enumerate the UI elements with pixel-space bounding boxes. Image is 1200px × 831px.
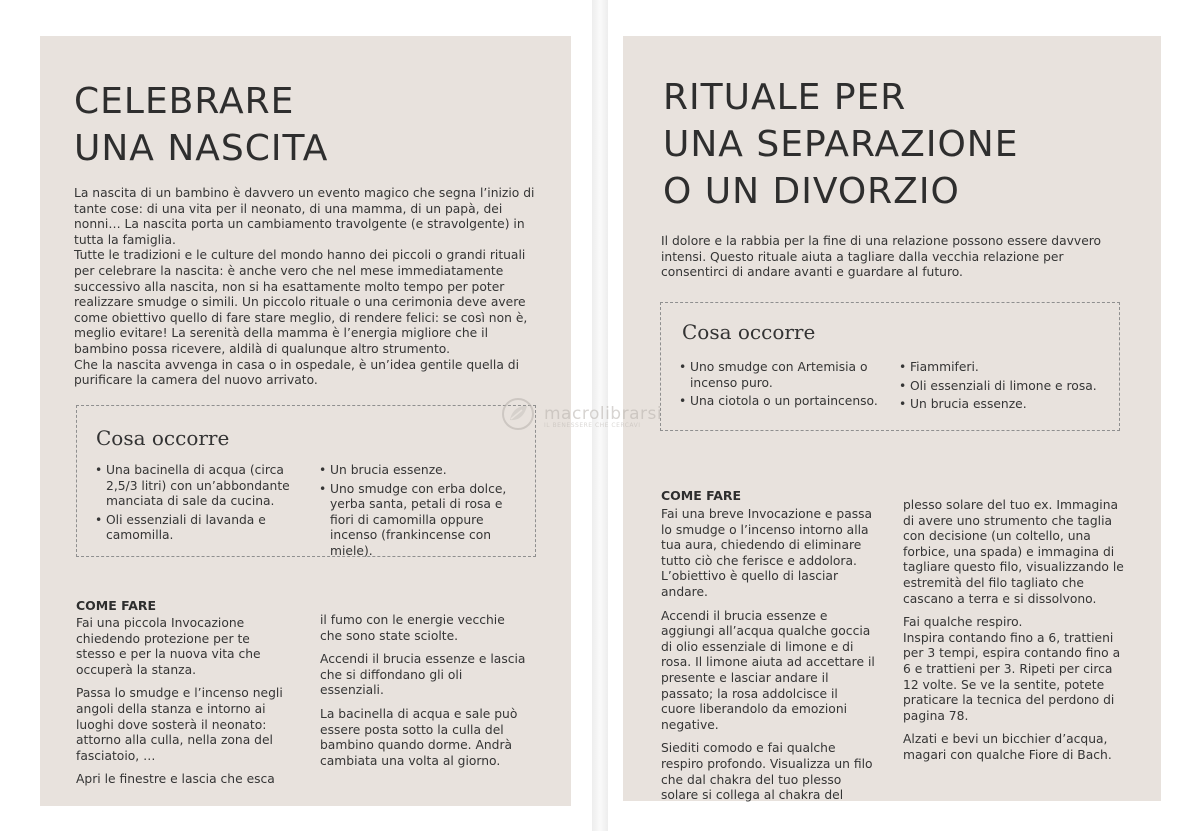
left-how-paragraph: La bacinella di acqua e sale può essere posta sotto la culla del bambino quando dorme. Andrà cambiata una volta al giorno. [320, 706, 518, 768]
left-how-paragraph: Fai una piccola Invocazione chiedendo protezione per te stesso e per la nuova vita che occuperà la stanza. [76, 616, 261, 677]
left-page-title [74, 78, 328, 172]
left-how-heading: COME FARE [76, 598, 157, 613]
left-materials-list-2 [317, 463, 522, 563]
left-materials-box [76, 405, 536, 557]
right-how-paragraph: Accendi il brucia essenze e aggiungi all’acqua qualche goccia di olio essenziale di limone e di rosa. Il limone aiuta ad accettare il presente e lasciar andare il passato; la rosa addolcisce il cuore liberandolo da emozioni negative. [661, 608, 875, 732]
left-materials-heading: Cosa occorre [96, 426, 230, 450]
left-how-paragraph: Apri le finestre e lascia che esca [76, 772, 275, 787]
left-intro-paragraph: Tutte le tradizioni e le culture del mondo hanno dei piccoli o grandi rituali per celebrare la nascita: è anche vero che nel mese immediatamente successivo alla nascita, non si ha esattamente molto tempo per poter realizzare smudge o simili. Un piccolo rituale o una cerimonia deve avere come obiettivo quello di fare stare meglio, di rendere felici: se così non è, meglio evitare! La serenità della mamma è l’energia migliore che il bambino possa ricevere, aldilà di qualunque altro strumento. [74, 248, 528, 356]
watermark [500, 396, 662, 432]
right-how-paragraph: Alzati e bevi un bicchier d’acqua, magari con qualche Fiore di Bach. [903, 732, 1112, 762]
right-how-paragraph: plesso solare del tuo ex. Immagina di avere uno strumento che taglia con decisione (un coltello, una forbice, una spada) e immagina di tagliare questo filo, visualizzando le estremità del filo tagliato che cascano a terra e si dissolvono. [903, 498, 1124, 606]
left-title-line-2: UNA NASCITA [74, 128, 329, 169]
right-how-paragraph: Fai qualche respiro. Inspira contando fino a 6, trattieni per 3 tempi, espira contando fino a 6 e trattieni per 3. Ripeti per circa 12 volte. Se ve la sentite, potete praticare la tecnica del perdono di pagina 78. [903, 615, 1121, 723]
watermark-text: macrolibrarsi [544, 404, 663, 424]
list-item: • Un brucia essenze. [899, 397, 1027, 412]
right-how-column-1 [661, 507, 876, 812]
right-page-title [663, 74, 1018, 215]
left-intro [74, 186, 536, 389]
list-item: • Uno smudge con erba dolce, yerba santa, petali di rosa e fiori di camomilla oppure incenso (frankincense con miele). [319, 481, 507, 558]
right-page [623, 36, 1161, 801]
left-how-column-2 [320, 613, 530, 777]
list-item: • Un brucia essenze. [319, 463, 447, 477]
right-how-heading: COME FARE [661, 488, 742, 503]
right-title-line-1: RITUALE PER [663, 77, 907, 118]
right-materials-box [660, 302, 1120, 431]
left-how-paragraph: Accendi il brucia essenze e lascia che si diffondano gli oli essenziali. [320, 652, 526, 698]
list-item: • Oli essenziali di limone e rosa. [899, 378, 1097, 393]
right-how-column-2 [903, 498, 1128, 772]
right-intro [661, 234, 1106, 281]
left-intro-paragraph: La nascita di un bambino è davvero un evento magico che segna l’inizio di tante cose: di una vita per il neonato, di una mamma, di un papà, dei nonni… La nascita porta un cambiamento travolgente (e stravolgente) in tutta la famiglia. [74, 186, 535, 247]
watermark-subtext: IL BENESSERE CHE CERCAVI [544, 422, 641, 429]
left-title-line-1: CELEBRARE [74, 81, 295, 122]
left-intro-paragraph: Che la nascita avvenga in casa o in ospedale, è un’idea gentile quella di purificare la camera del nuovo arrivato. [74, 357, 520, 388]
right-how-paragraph: Siediti comodo e fai qualche respiro profondo. Visualizza un filo che dal chakra del tuo plesso solare si collega al chakra del [661, 741, 873, 803]
right-how-paragraph: Fai una breve Invocazione e passa lo smudge o l’incenso intorno alla tua aura, chiedendo di eliminare tutto ciò che ferisce e addolora. L’obiettivo è quello di lasciar andare. [661, 507, 873, 599]
left-materials-list-1 [93, 463, 303, 547]
list-item: • Fiammiferi. [899, 360, 979, 374]
watermark-leaf-icon [500, 396, 536, 432]
right-materials-list-2 [897, 360, 1112, 416]
left-how-paragraph: il fumo con le energie vecchie che sono state sciolte. [320, 613, 505, 643]
right-materials-list-1 [677, 360, 887, 413]
right-intro-paragraph: Il dolore e la rabbia per la fine di una relazione possono essere davvero intensi. Questo rituale aiuta a tagliare dalla vecchia relazione per consentirci di andare avanti e guardare al futuro. [661, 234, 1102, 280]
left-how-paragraph: Passa lo smudge e l’incenso negli angoli della stanza e intorno ai luoghi dove sosterà il neonato: attorno alla culla, nella zona del fasciatoio, … [76, 686, 283, 763]
right-title-line-2: UNA SEPARAZIONE [663, 124, 1019, 165]
right-materials-heading: Cosa occorre [682, 320, 816, 344]
left-page [40, 36, 571, 806]
list-item: • Uno smudge con Artemisia o incenso puro. [679, 360, 868, 390]
right-title-line-3: O UN DIVORZIO [663, 171, 960, 212]
list-item: • Una ciotola o un portaincenso. [679, 394, 878, 409]
list-item: • Una bacinella di acqua (circa 2,5/3 litri) con un’abbondante manciata di sale da cucina. [95, 463, 290, 509]
left-how-column-1 [76, 616, 286, 796]
list-item: • Oli essenziali di lavanda e camomilla. [95, 512, 266, 543]
